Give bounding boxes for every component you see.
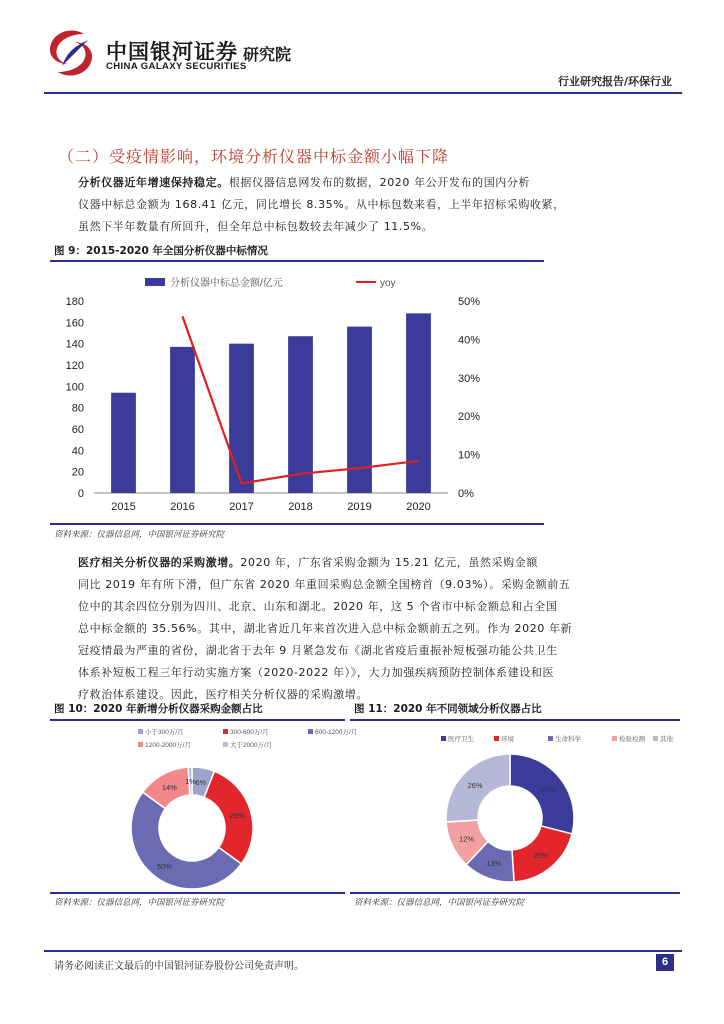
fig9-source: 资料来源：仪器信息网，中国银河证券研究院 — [54, 530, 225, 540]
page-number: 6 — [656, 954, 674, 971]
y-tick-label: 40 — [71, 445, 84, 458]
fig10-top-rule — [50, 719, 345, 721]
legend-swatch-4 — [653, 736, 658, 741]
y2-tick-label: 20% — [458, 411, 481, 424]
fig11-data-label: 29% — [540, 784, 556, 794]
fig11-chart — [350, 722, 680, 890]
legend-swatch-3 — [612, 736, 617, 741]
fig10-source: 资料来源：仪器信息网，中国银河证券研究院 — [54, 898, 225, 908]
fig11-slice-0 — [510, 754, 574, 834]
legend-swatch-1 — [223, 729, 228, 734]
fig10-bottom-rule — [50, 892, 345, 894]
header — [0, 0, 724, 100]
fig11-bottom-rule — [350, 892, 680, 894]
bar-2015 — [111, 393, 136, 493]
legend-label-4: 其他 — [660, 736, 673, 743]
legend-label-yoy: yoy — [380, 278, 396, 289]
section-title: （二）受疫情影响，环境分析仪器中标金额小幅下降 — [58, 147, 450, 166]
y-tick-label: 180 — [65, 296, 84, 308]
y2-tick-label: 0% — [458, 488, 474, 500]
y-tick-label: 60 — [71, 424, 84, 436]
logo-sub: 研究院 — [243, 45, 292, 64]
fig10-slice-1 — [204, 771, 253, 864]
legend-swatch-4 — [223, 742, 228, 747]
legend-swatch-0 — [138, 729, 143, 734]
y2-tick-label: 10% — [458, 449, 481, 462]
legend-label-1: 300-600万/月 — [230, 729, 269, 736]
legend-label-0: 医疗卫生 — [448, 736, 474, 743]
fig10-data-label: 6% — [195, 777, 207, 787]
legend-label-2: 生命科学 — [555, 736, 581, 743]
fig9-title: 图 9：2015-2020 年全国分析仪器中标情况 — [54, 245, 268, 257]
legend-swatch-2 — [548, 736, 553, 741]
fig10-title: 图 10：2020 年新增分析仪器采购金额占比 — [54, 703, 263, 715]
x-tick-label: 2019 — [347, 501, 372, 513]
legend-label-2: 600-1200万/月 — [315, 729, 358, 736]
x-tick-label: 2016 — [170, 501, 195, 513]
fig11-data-label: 20% — [533, 850, 549, 860]
legend-label-3: 检验检测 — [619, 736, 645, 743]
x-tick-label: 2015 — [111, 501, 136, 513]
footer-rule — [44, 950, 682, 952]
fig11-data-label: 26% — [467, 781, 483, 791]
legend-swatch-2 — [308, 729, 313, 734]
legend-label-3: 1200-2000万/月 — [145, 742, 191, 749]
y-tick-label: 120 — [65, 360, 84, 372]
para2-lead: 医疗相关分析仪器的采购激增。 — [78, 556, 241, 569]
x-tick-label: 2018 — [288, 501, 313, 513]
bar-2020 — [406, 313, 431, 493]
fig9-bottom-rule — [50, 523, 544, 525]
y2-tick-label: 40% — [458, 334, 481, 347]
fig10-data-label: 29% — [229, 810, 245, 820]
fig9-chart — [50, 264, 544, 520]
x-tick-label: 2017 — [229, 501, 254, 513]
galaxy-logo-icon — [44, 28, 98, 78]
footer-disclaimer: 请务必阅读正文最后的中国银河证券股份公司免责声明。 — [54, 961, 304, 972]
y-tick-label: 0 — [77, 488, 84, 500]
fig11-data-label: 12% — [459, 834, 475, 844]
paragraph-2: 医疗相关分析仪器的采购激增。2020 年，广东省采购金额为 15.21 亿元，虽然采购金额 同比 2019 年有所下滑，但广东省 2020 年重回采购总金额全国榜首（9.03%）。采购金额前五 位中的其余四位分别为四川、北京、山东和湖北。2020 年，这 5 个省市中标金额总和占全国 总中标金额的 35.56%。其中，湖北省近几年来首次进入总中标金额前五之列。作为 2020 年新 冠疫情最为严重的省份，湖北省于去年 9 月紧急发布《湖北省疫后重振补短板强功能公共卫生 体系补短板工程三年行动实施方案（2020-2022 年）》，大力加强疾病预防控制体系建设和医 疗救治体系建设。因此，医疗相关分析仪器的采购激增。 — [78, 556, 573, 701]
x-tick-label: 2020 — [406, 501, 431, 513]
y-tick-label: 20 — [71, 466, 84, 479]
fig10-data-label: 1% — [185, 777, 196, 787]
fig11-data-label: 13% — [486, 859, 502, 869]
y2-tick-label: 30% — [458, 372, 481, 385]
y-tick-label: 140 — [65, 338, 84, 351]
logo-en: CHINA GALAXY SECURITIES — [106, 61, 247, 72]
para1-lead: 分析仪器近年增速保持稳定。 — [78, 176, 229, 189]
paragraph-1: 分析仪器近年增速保持稳定。根据仪器信息网发布的数据，2020 年公开发布的国内分析 仪器中标总金额为 168.41 亿元，同比增长 8.35%。从中标包数来看，上半年招标采购收紧， 虽然下半年数量有所回升，但全年总中标包数较去年减少了 11.5%。 — [78, 172, 678, 238]
y2-tick-label: 50% — [458, 296, 481, 308]
legend-label-amount: 分析仪器中标总金额/亿元 — [170, 278, 283, 289]
fig11-top-rule — [350, 719, 680, 721]
fig11-title: 图 11：2020 年不同领域分析仪器占比 — [354, 703, 542, 715]
para1-line3: 虽然下半年数量有所回升，但全年总中标包数较去年减少了 11.5%。 — [78, 220, 434, 233]
fig10-chart — [50, 722, 358, 890]
fig9-top-rule — [50, 260, 544, 262]
legend-swatch-3 — [138, 742, 143, 747]
header-rule — [44, 92, 682, 94]
legend-swatch-0 — [441, 736, 446, 741]
legend-label-1: 环境 — [501, 736, 514, 743]
para1-line2: 仪器中标总金额为 168.41 亿元，同比增长 8.35%。从中标包数来看，上半年招标采购收紧， — [78, 198, 565, 211]
y-tick-label: 160 — [65, 317, 84, 330]
fig11-source: 资料来源：仪器信息网，中国银河证券研究院 — [354, 898, 525, 908]
legend-swatch-amount — [145, 278, 165, 286]
y-tick-label: 80 — [71, 402, 84, 415]
logo-cn: 中国银河证券 — [106, 40, 238, 64]
legend-label-4: 大于2000万/月 — [230, 742, 273, 749]
legend-label-0: 小于300万/月 — [145, 729, 184, 736]
fig10-data-label: 14% — [161, 782, 177, 792]
y-tick-label: 100 — [65, 381, 84, 394]
header-right-text: 行业研究报告/环保行业 — [557, 75, 672, 88]
bar-2016 — [170, 347, 195, 493]
fig10-data-label: 50% — [156, 862, 172, 872]
bar-2018 — [288, 336, 313, 493]
bar-2017 — [229, 344, 254, 493]
legend-swatch-1 — [494, 736, 499, 741]
